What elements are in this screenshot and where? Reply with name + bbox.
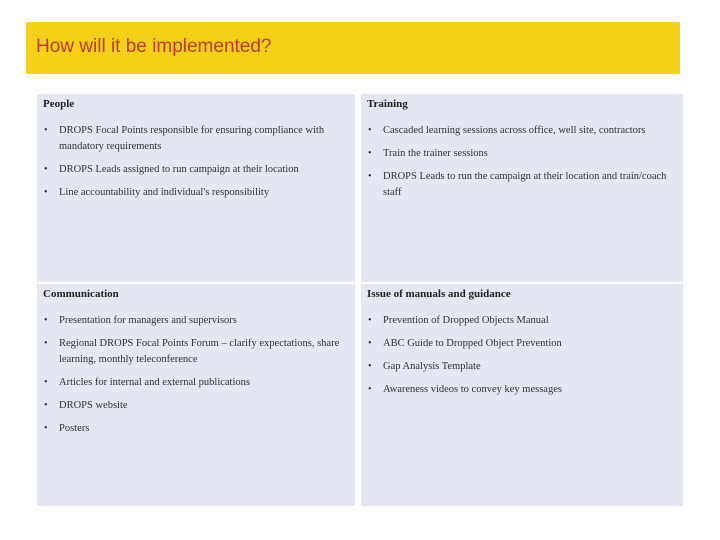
list-item — [43, 375, 347, 391]
list-item — [43, 421, 347, 437]
list-item-text: Cascaded learning sessions across office, well site, contractors — [383, 125, 646, 136]
list-item-text: Presentation for managers and supervisors — [59, 315, 237, 326]
list-item-text: DROPS Leads assigned to run campaign at their location — [59, 164, 299, 175]
bullet-icon: • — [44, 187, 48, 198]
panel-heading-training: Training — [367, 98, 408, 110]
bullet-icon: • — [368, 384, 372, 395]
list-item — [43, 398, 347, 414]
panel-heading-people: People — [43, 98, 75, 110]
list-item-text: DROPS Focal Points responsible for ensuring compliance with mandatory requirements — [59, 125, 325, 152]
title-bar — [26, 22, 680, 74]
list-item-text: Posters — [59, 423, 90, 434]
list-item-text: Train the trainer sessions — [383, 148, 488, 159]
panel-people — [37, 94, 355, 282]
panel-heading-communication: Communication — [43, 288, 119, 300]
bullet-icon: • — [44, 377, 48, 388]
panel-training — [361, 94, 683, 282]
list-item-text: DROPS website — [59, 400, 128, 411]
page-title: How will it be implemented? — [36, 36, 272, 57]
list-item-text: Prevention of Dropped Objects Manual — [383, 315, 549, 326]
panel-heading-issue: Issue of manuals and guidance — [367, 288, 511, 300]
bullet-icon: • — [368, 171, 372, 182]
list-item — [367, 313, 675, 329]
list-item-text: ABC Guide to Dropped Object Prevention — [383, 338, 562, 349]
bullet-icon: • — [44, 125, 48, 136]
bullet-icon: • — [368, 148, 372, 159]
list-item-text: Line accountability and individual's responsibility — [59, 187, 270, 198]
list-item — [367, 146, 675, 162]
list-item — [43, 123, 347, 155]
bullet-icon: • — [368, 315, 372, 326]
list-item — [43, 336, 347, 368]
bullet-icon: • — [44, 423, 48, 434]
issue-list — [367, 313, 675, 398]
bullet-icon: • — [44, 164, 48, 175]
list-item — [367, 123, 675, 139]
list-item-text: Regional DROPS Focal Points Forum – clarify expectations, share learning, monthly teleconference — [59, 338, 340, 365]
people-list — [43, 123, 347, 201]
list-item — [367, 169, 675, 201]
list-item — [43, 185, 347, 201]
list-item — [43, 162, 347, 178]
bullet-icon: • — [368, 125, 372, 136]
bullet-icon: • — [44, 400, 48, 411]
bullet-icon: • — [368, 361, 372, 372]
list-item-text: Articles for internal and external publications — [59, 377, 250, 388]
panel-communication — [37, 284, 355, 506]
list-item — [367, 382, 675, 398]
bullet-icon: • — [44, 338, 48, 349]
panel-issue-of-manuals — [361, 284, 683, 506]
list-item-text: DROPS Leads to run the campaign at their location and train/coach staff — [383, 171, 667, 198]
list-item — [367, 359, 675, 375]
list-item-text: Awareness videos to convey key messages — [383, 384, 562, 395]
training-list — [367, 123, 675, 201]
list-item — [43, 313, 347, 329]
list-item-text: Gap Analysis Template — [383, 361, 481, 372]
communication-list — [43, 313, 347, 437]
list-item — [367, 336, 675, 352]
bullet-icon: • — [368, 338, 372, 349]
bullet-icon: • — [44, 315, 48, 326]
